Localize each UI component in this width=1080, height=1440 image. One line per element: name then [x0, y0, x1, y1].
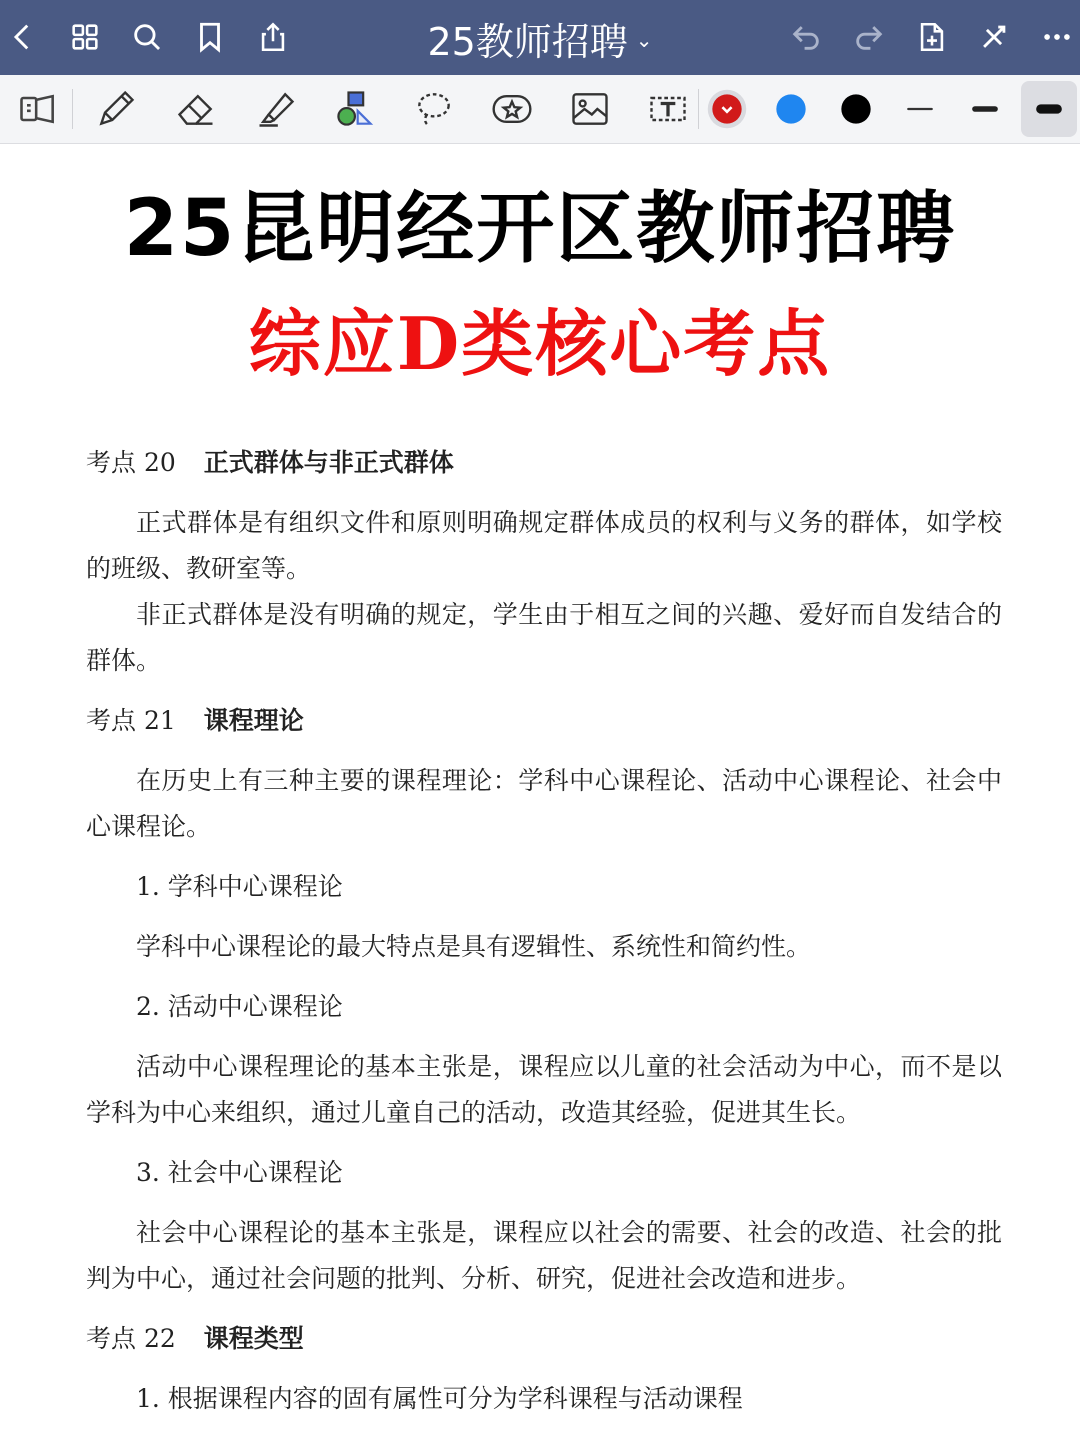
lasso-icon[interactable]	[406, 81, 462, 137]
paragraph: 社会中心课程论的基本主张是，课程应以社会的需要、社会的改造、社会的批判为中心，通过社会问题的批判、分析、研究，促进社会改造和进步。	[86, 1218, 1002, 1293]
search-icon[interactable]	[124, 14, 170, 60]
add-page-icon[interactable]	[909, 14, 955, 60]
list-item-label: 1. 根据课程内容的固有属性可分为学科课程与活动课程	[136, 1384, 743, 1413]
pen-color-black[interactable]	[828, 81, 884, 137]
top-nav-bar	[0, 0, 1080, 75]
chevron-left-icon[interactable]	[0, 14, 46, 60]
paragraph: 在历史上有三种主要的课程理论：学科中心课程论、活动中心课程论、社会中心课程论。	[86, 766, 1002, 841]
pen-color-blue[interactable]	[763, 81, 819, 137]
chevron-down-icon: ⌄	[635, 28, 653, 52]
undo-icon[interactable]	[783, 14, 829, 60]
section-title: 正式群体与非正式群体	[203, 448, 454, 477]
highlighter-icon[interactable]	[248, 81, 304, 137]
section-heading	[86, 440, 1002, 486]
section-heading	[86, 698, 1002, 744]
section-title: 课程类型	[203, 1324, 304, 1353]
paragraph: 非正式群体是没有明确的规定，学生由于相互之间的兴趣、爱好而自发结合的群体。	[86, 600, 1002, 675]
paragraph: 活动中心课程理论的基本主张是，课程应以儿童的社会活动为中心，而不是以学科为中心来组织，通过儿童自己的活动，改造其经验，促进其生长。	[86, 1052, 1002, 1127]
document-main-title: 25昆明经开区教师招聘	[123, 184, 957, 274]
document-title: 25教师招聘	[427, 19, 628, 64]
toolbar-divider	[72, 89, 73, 129]
bookmark-icon[interactable]	[187, 14, 233, 60]
list-item-label: 2. 活动中心课程论	[136, 992, 343, 1021]
annotation-toolbar	[0, 75, 1080, 144]
pen-icon[interactable]	[88, 81, 144, 137]
more-icon[interactable]	[1034, 14, 1080, 60]
section-number: 考点 21	[86, 706, 176, 735]
document-body	[86, 440, 1002, 1422]
list-item-label: 1. 学科中心课程论	[136, 872, 343, 901]
section-title: 课程理论	[203, 706, 304, 735]
stroke-thin[interactable]	[892, 81, 948, 137]
paragraph: 学科中心课程论的最大特点是具有逻辑性、系统性和简约性。	[136, 932, 812, 961]
close-icon[interactable]	[971, 14, 1017, 60]
shapes-icon[interactable]	[326, 81, 382, 137]
sticker-icon[interactable]	[484, 81, 540, 137]
document-title-dropdown[interactable]	[340, 14, 740, 62]
eraser-icon[interactable]	[168, 81, 224, 137]
section-number: 考点 20	[86, 448, 176, 477]
section-number: 考点 22	[86, 1324, 176, 1353]
layout-toggle-icon[interactable]	[10, 81, 66, 137]
document-subtitle: 综应D类核心考点	[248, 301, 832, 386]
section-heading	[86, 1316, 1002, 1362]
share-icon[interactable]	[250, 14, 296, 60]
text-box-icon[interactable]	[640, 81, 696, 137]
list-item-label: 3. 社会中心课程论	[136, 1158, 343, 1187]
pen-color-red[interactable]	[699, 81, 755, 137]
stroke-medium[interactable]	[957, 81, 1013, 137]
paragraph: 正式群体是有组织文件和原则明确规定群体成员的权利与义务的群体，如学校的班级、教研室等。	[86, 508, 1002, 583]
stroke-thick[interactable]	[1021, 81, 1077, 137]
image-icon[interactable]	[562, 81, 618, 137]
grid-icon[interactable]	[62, 14, 108, 60]
redo-icon[interactable]	[846, 14, 892, 60]
